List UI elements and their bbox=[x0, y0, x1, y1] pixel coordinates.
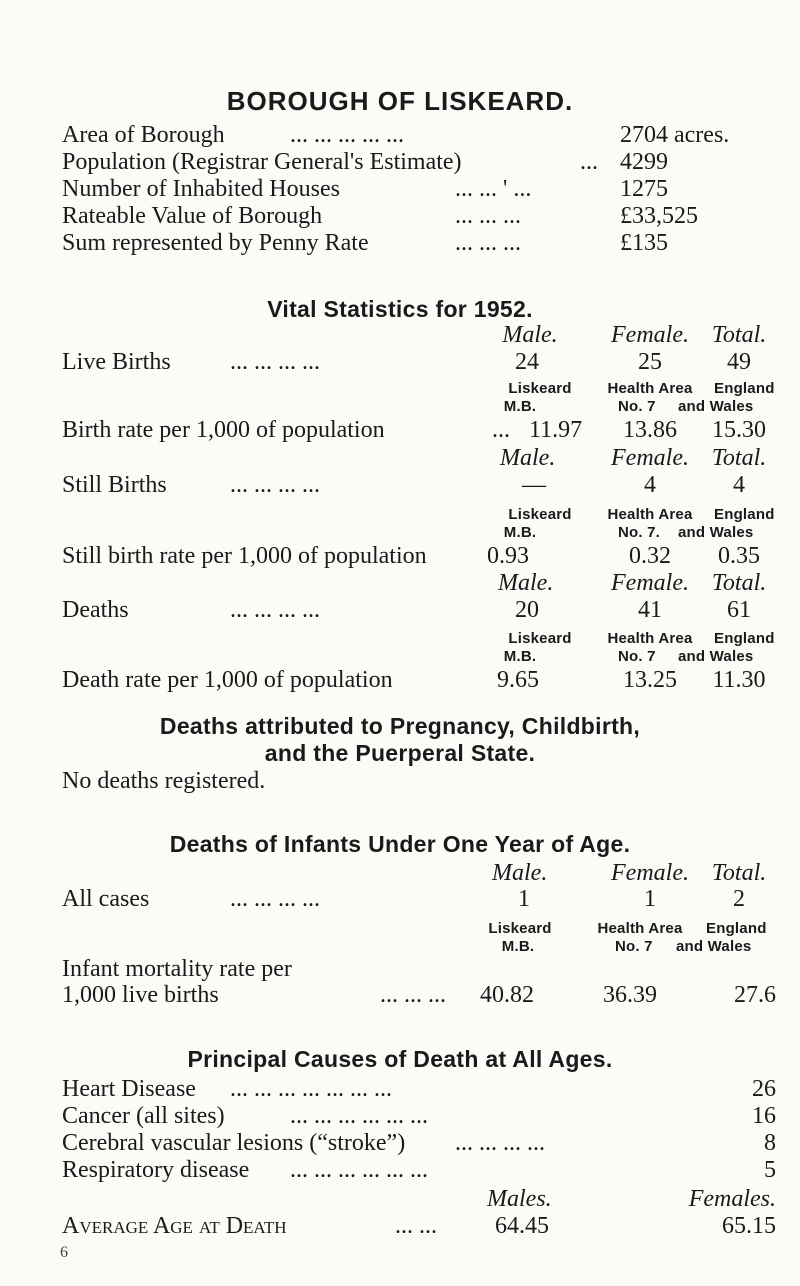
cause-label: Cerebral vascular lesions (“stroke”) bbox=[62, 1130, 406, 1156]
col-header-wales: and Wales bbox=[678, 398, 754, 415]
health-area-value: 36.39 bbox=[603, 982, 657, 1008]
fact-label: Number of Inhabited Houses bbox=[62, 176, 340, 202]
col-header-health-area: Health Area bbox=[597, 920, 683, 937]
cause-leader: ... ... ... ... bbox=[455, 1130, 545, 1156]
total-value: 4 bbox=[733, 472, 745, 498]
col-header-male: Male. bbox=[492, 860, 548, 886]
cause-value: 5 bbox=[764, 1157, 776, 1183]
fact-value: 1275 bbox=[620, 176, 668, 202]
fact-leader: ... ... ... ... ... bbox=[290, 122, 404, 148]
row-label: All cases bbox=[62, 886, 150, 912]
row-label: Deaths bbox=[62, 597, 129, 623]
col-header-wales: and Wales bbox=[678, 524, 754, 541]
cause-leader: ... ... ... ... ... ... ... bbox=[230, 1076, 392, 1102]
england-value: 0.35 bbox=[718, 543, 760, 569]
row-label: Still birth rate per 1,000 of population bbox=[62, 543, 427, 569]
male-value: 24 bbox=[515, 349, 539, 375]
col-header-mb: M.B. bbox=[503, 398, 537, 415]
female-value: 4 bbox=[644, 472, 656, 498]
col-header-wales: and Wales bbox=[676, 938, 752, 955]
liskeard-value: 0.93 bbox=[487, 543, 529, 569]
male-value: — bbox=[522, 472, 546, 498]
fact-value: £33,525 bbox=[620, 203, 698, 229]
row-leader: ... ... ... ... bbox=[230, 597, 320, 623]
page-title: BOROUGH OF LISKEARD. bbox=[226, 86, 574, 116]
cause-label: Cancer (all sites) bbox=[62, 1103, 225, 1129]
row-leader: ... ... ... ... bbox=[230, 349, 320, 375]
col-header-wales: and Wales bbox=[678, 648, 754, 665]
col-header-health-area: Health Area bbox=[607, 380, 693, 397]
col-header-female: Female. bbox=[611, 445, 689, 471]
fact-leader: ... ... ... bbox=[455, 203, 521, 229]
fact-leader: ... bbox=[580, 149, 598, 175]
col-header-liskeard: Liskeard bbox=[508, 506, 572, 523]
row-label: Death rate per 1,000 of population bbox=[62, 667, 393, 693]
col-header-england: England bbox=[714, 630, 775, 647]
cause-label: Heart Disease bbox=[62, 1076, 196, 1102]
col-header-england: England bbox=[714, 506, 775, 523]
col-header-no7: No. 7 bbox=[615, 938, 653, 955]
page-number: 6 bbox=[60, 1244, 68, 1261]
fact-leader: ... ... ... bbox=[455, 230, 521, 256]
total-value: 49 bbox=[727, 349, 751, 375]
col-header-males: Males. bbox=[487, 1186, 552, 1212]
col-header-female: Female. bbox=[611, 570, 689, 596]
row-leader: ... ... ... bbox=[380, 982, 446, 1008]
row-label: Live Births bbox=[62, 349, 171, 375]
female-value: 1 bbox=[644, 886, 656, 912]
average-age-label: Average Age at Death bbox=[62, 1213, 287, 1239]
cause-label: Respiratory disease bbox=[62, 1157, 250, 1183]
fact-value: 2704 acres. bbox=[620, 122, 730, 148]
row-leader: ... ... ... ... bbox=[230, 472, 320, 498]
female-value: 25 bbox=[638, 349, 662, 375]
section-heading-infants: Deaths of Infants Under One Year of Age. bbox=[169, 831, 631, 857]
row-label: Birth rate per 1,000 of population bbox=[62, 417, 385, 443]
col-header-male: Male. bbox=[502, 322, 558, 348]
pregnancy-note: No deaths registered. bbox=[62, 768, 266, 794]
average-age-leader: ... ... bbox=[395, 1213, 437, 1239]
col-header-liskeard: Liskeard bbox=[488, 920, 552, 937]
row-label: Still Births bbox=[62, 472, 167, 498]
col-header-females: Females. bbox=[688, 1186, 776, 1212]
col-header-male: Male. bbox=[500, 445, 556, 471]
male-value: 20 bbox=[515, 597, 539, 623]
row-leader: ... ... ... ... bbox=[230, 886, 320, 912]
col-header-mb: M.B. bbox=[503, 648, 537, 665]
col-header-health-area: Health Area bbox=[607, 630, 693, 647]
col-header-total: Total. bbox=[711, 570, 767, 596]
fact-value: 4299 bbox=[620, 149, 668, 175]
liskeard-value: 40.82 bbox=[480, 982, 534, 1008]
col-header-male: Male. bbox=[498, 570, 554, 596]
fact-label: Sum represented by Penny Rate bbox=[62, 230, 369, 256]
cause-value: 26 bbox=[752, 1076, 776, 1102]
section-heading-vital: Vital Statistics for 1952. bbox=[267, 296, 533, 322]
fact-label: Rateable Value of Borough bbox=[62, 203, 323, 229]
fact-leader: ... ... ' ... bbox=[455, 176, 532, 202]
health-area-value: 13.86 bbox=[623, 417, 677, 443]
fact-label: Population (Registrar General's Estimate) bbox=[62, 149, 462, 175]
col-header-liskeard: Liskeard bbox=[508, 630, 572, 647]
section-heading-pregnancy: Deaths attributed to Pregnancy, Childbirth, bbox=[159, 713, 641, 739]
cause-leader: ... ... ... ... ... ... bbox=[290, 1157, 428, 1183]
england-value: 27.6 bbox=[734, 982, 776, 1008]
row-leader: ... bbox=[492, 417, 510, 443]
col-header-total: Total. bbox=[711, 860, 767, 886]
cause-value: 16 bbox=[752, 1103, 776, 1129]
liskeard-value: 9.65 bbox=[497, 667, 539, 693]
liskeard-value: 11.97 bbox=[529, 417, 583, 443]
row-label-2: 1,000 live births bbox=[62, 982, 219, 1008]
england-value: 15.30 bbox=[712, 417, 766, 443]
fact-label: Area of Borough bbox=[62, 122, 225, 148]
col-header-total: Total. bbox=[711, 322, 767, 348]
cause-value: 8 bbox=[764, 1130, 776, 1156]
cause-leader: ... ... ... ... ... ... bbox=[290, 1103, 428, 1129]
col-header-mb: M.B. bbox=[503, 524, 537, 541]
col-header-mb: M.B. bbox=[501, 938, 535, 955]
col-header-liskeard: Liskeard bbox=[508, 380, 572, 397]
col-header-no7: No. 7 bbox=[618, 398, 656, 415]
total-value: 2 bbox=[733, 886, 745, 912]
col-header-total: Total. bbox=[711, 445, 767, 471]
health-area-value: 0.32 bbox=[629, 543, 671, 569]
health-area-value: 13.25 bbox=[623, 667, 677, 693]
male-value: 1 bbox=[518, 886, 530, 912]
row-label: Infant mortality rate per bbox=[62, 956, 292, 982]
males-value: 64.45 bbox=[495, 1213, 549, 1239]
col-header-england: England bbox=[714, 380, 775, 397]
section-heading-pregnancy-2: and the Puerperal State. bbox=[264, 740, 536, 766]
female-value: 41 bbox=[638, 597, 662, 623]
col-header-health-area: Health Area bbox=[607, 506, 693, 523]
females-value: 65.15 bbox=[722, 1213, 776, 1239]
england-value: 11.30 bbox=[712, 667, 766, 693]
col-header-female: Female. bbox=[611, 322, 689, 348]
section-heading-causes: Principal Causes of Death at All Ages. bbox=[187, 1046, 613, 1072]
total-value: 61 bbox=[727, 597, 751, 623]
col-header-female: Female. bbox=[611, 860, 689, 886]
col-header-no7: No. 7. bbox=[618, 524, 661, 541]
col-header-england: England bbox=[706, 920, 767, 937]
col-header-no7: No. 7 bbox=[618, 648, 656, 665]
fact-value: £135 bbox=[620, 230, 668, 256]
